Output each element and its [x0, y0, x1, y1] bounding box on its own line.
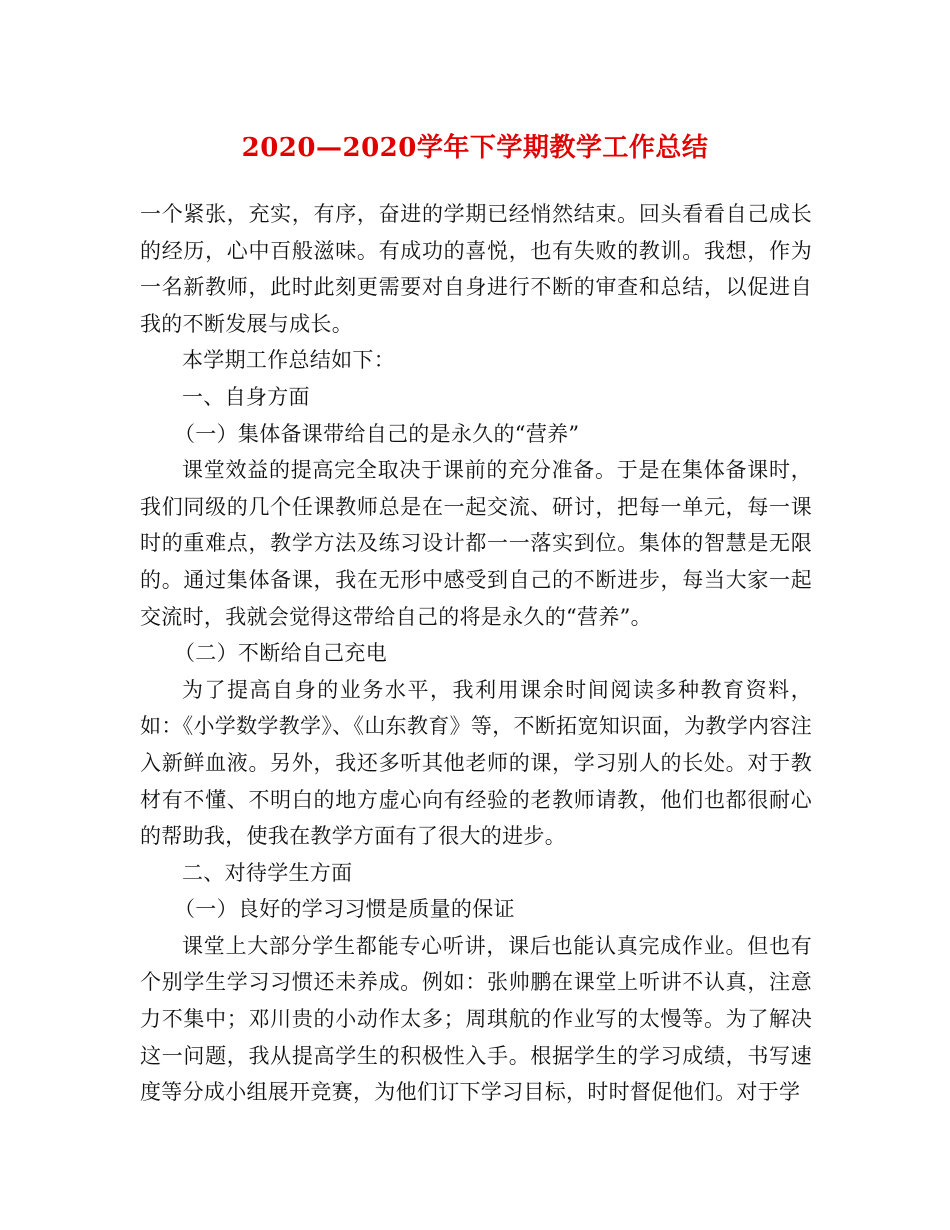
- subsection-heading-self-improvement: （二）不断给自己充电: [174, 641, 387, 666]
- intro-paragraph: 一个紧张，充实，有序，奋进的学期已经悄然结束。回头看看自己成长的经历，心中百般滋味。有成功的喜悦，也有失败的教训。我想，作为一名新教师，此时此刻更需要对自身进行不断的审查和总结，以促进自我的不断发展与成长。: [140, 202, 812, 336]
- document-body: [140, 196, 812, 1111]
- subsection-heading-collective-prep: （一）集体备课带给自己的是永久的“营养”: [174, 421, 580, 446]
- summary-lead-paragraph: 本学期工作总结如下：: [182, 348, 395, 373]
- section-heading-self: 一、自身方面: [182, 384, 310, 409]
- self-improvement-paragraph: 为了提高自身的业务水平，我利用课余时间阅读多种教育资料，如：《小学数学教学》、《山东教育》等，不断拓宽知识面，为教学内容注入新鲜血液。另外，我还多听其他老师的课，学习别人的长处。对于教材有不懂、不明白的地方虚心向有经验的老教师请教，他们也都很耐心的帮助我，使我在教学方面有了很大的进步。: [140, 677, 812, 849]
- study-habits-paragraph: 课堂上大部分学生都能专心听讲，课后也能认真完成作业。但也有个别学生学习习惯还未养成。例如：张帅鹏在课堂上听讲不认真，注意力不集中；邓川贵的小动作太多；周琪航的作业写的太慢等。为了解决这一问题，我从提高学生的积极性入手。根据学生的学习成绩，书写速度等分成小组展开竞赛，为他们订下学习目标，时时督促他们。对于学: [140, 933, 812, 1105]
- section-heading-students: 二、对待学生方面: [182, 860, 353, 885]
- subsection-heading-study-habits: （一）良好的学习习惯是质量的保证: [174, 897, 515, 922]
- collective-prep-paragraph: 课堂效益的提高完全取决于课前的充分准备。于是在集体备课时，我们同级的几个任课教师总是在一起交流、研讨，把每一单元，每一课时的重难点，教学方法及练习设计都一一落实到位。集体的智慧是无限的。通过集体备课，我在无形中感受到自己的不断进步，每当大家一起交流时，我就会觉得这带给自己的将是永久的“营养”。: [140, 458, 812, 629]
- document-title: 2020—2020学年下学期教学工作总结: [241, 133, 709, 163]
